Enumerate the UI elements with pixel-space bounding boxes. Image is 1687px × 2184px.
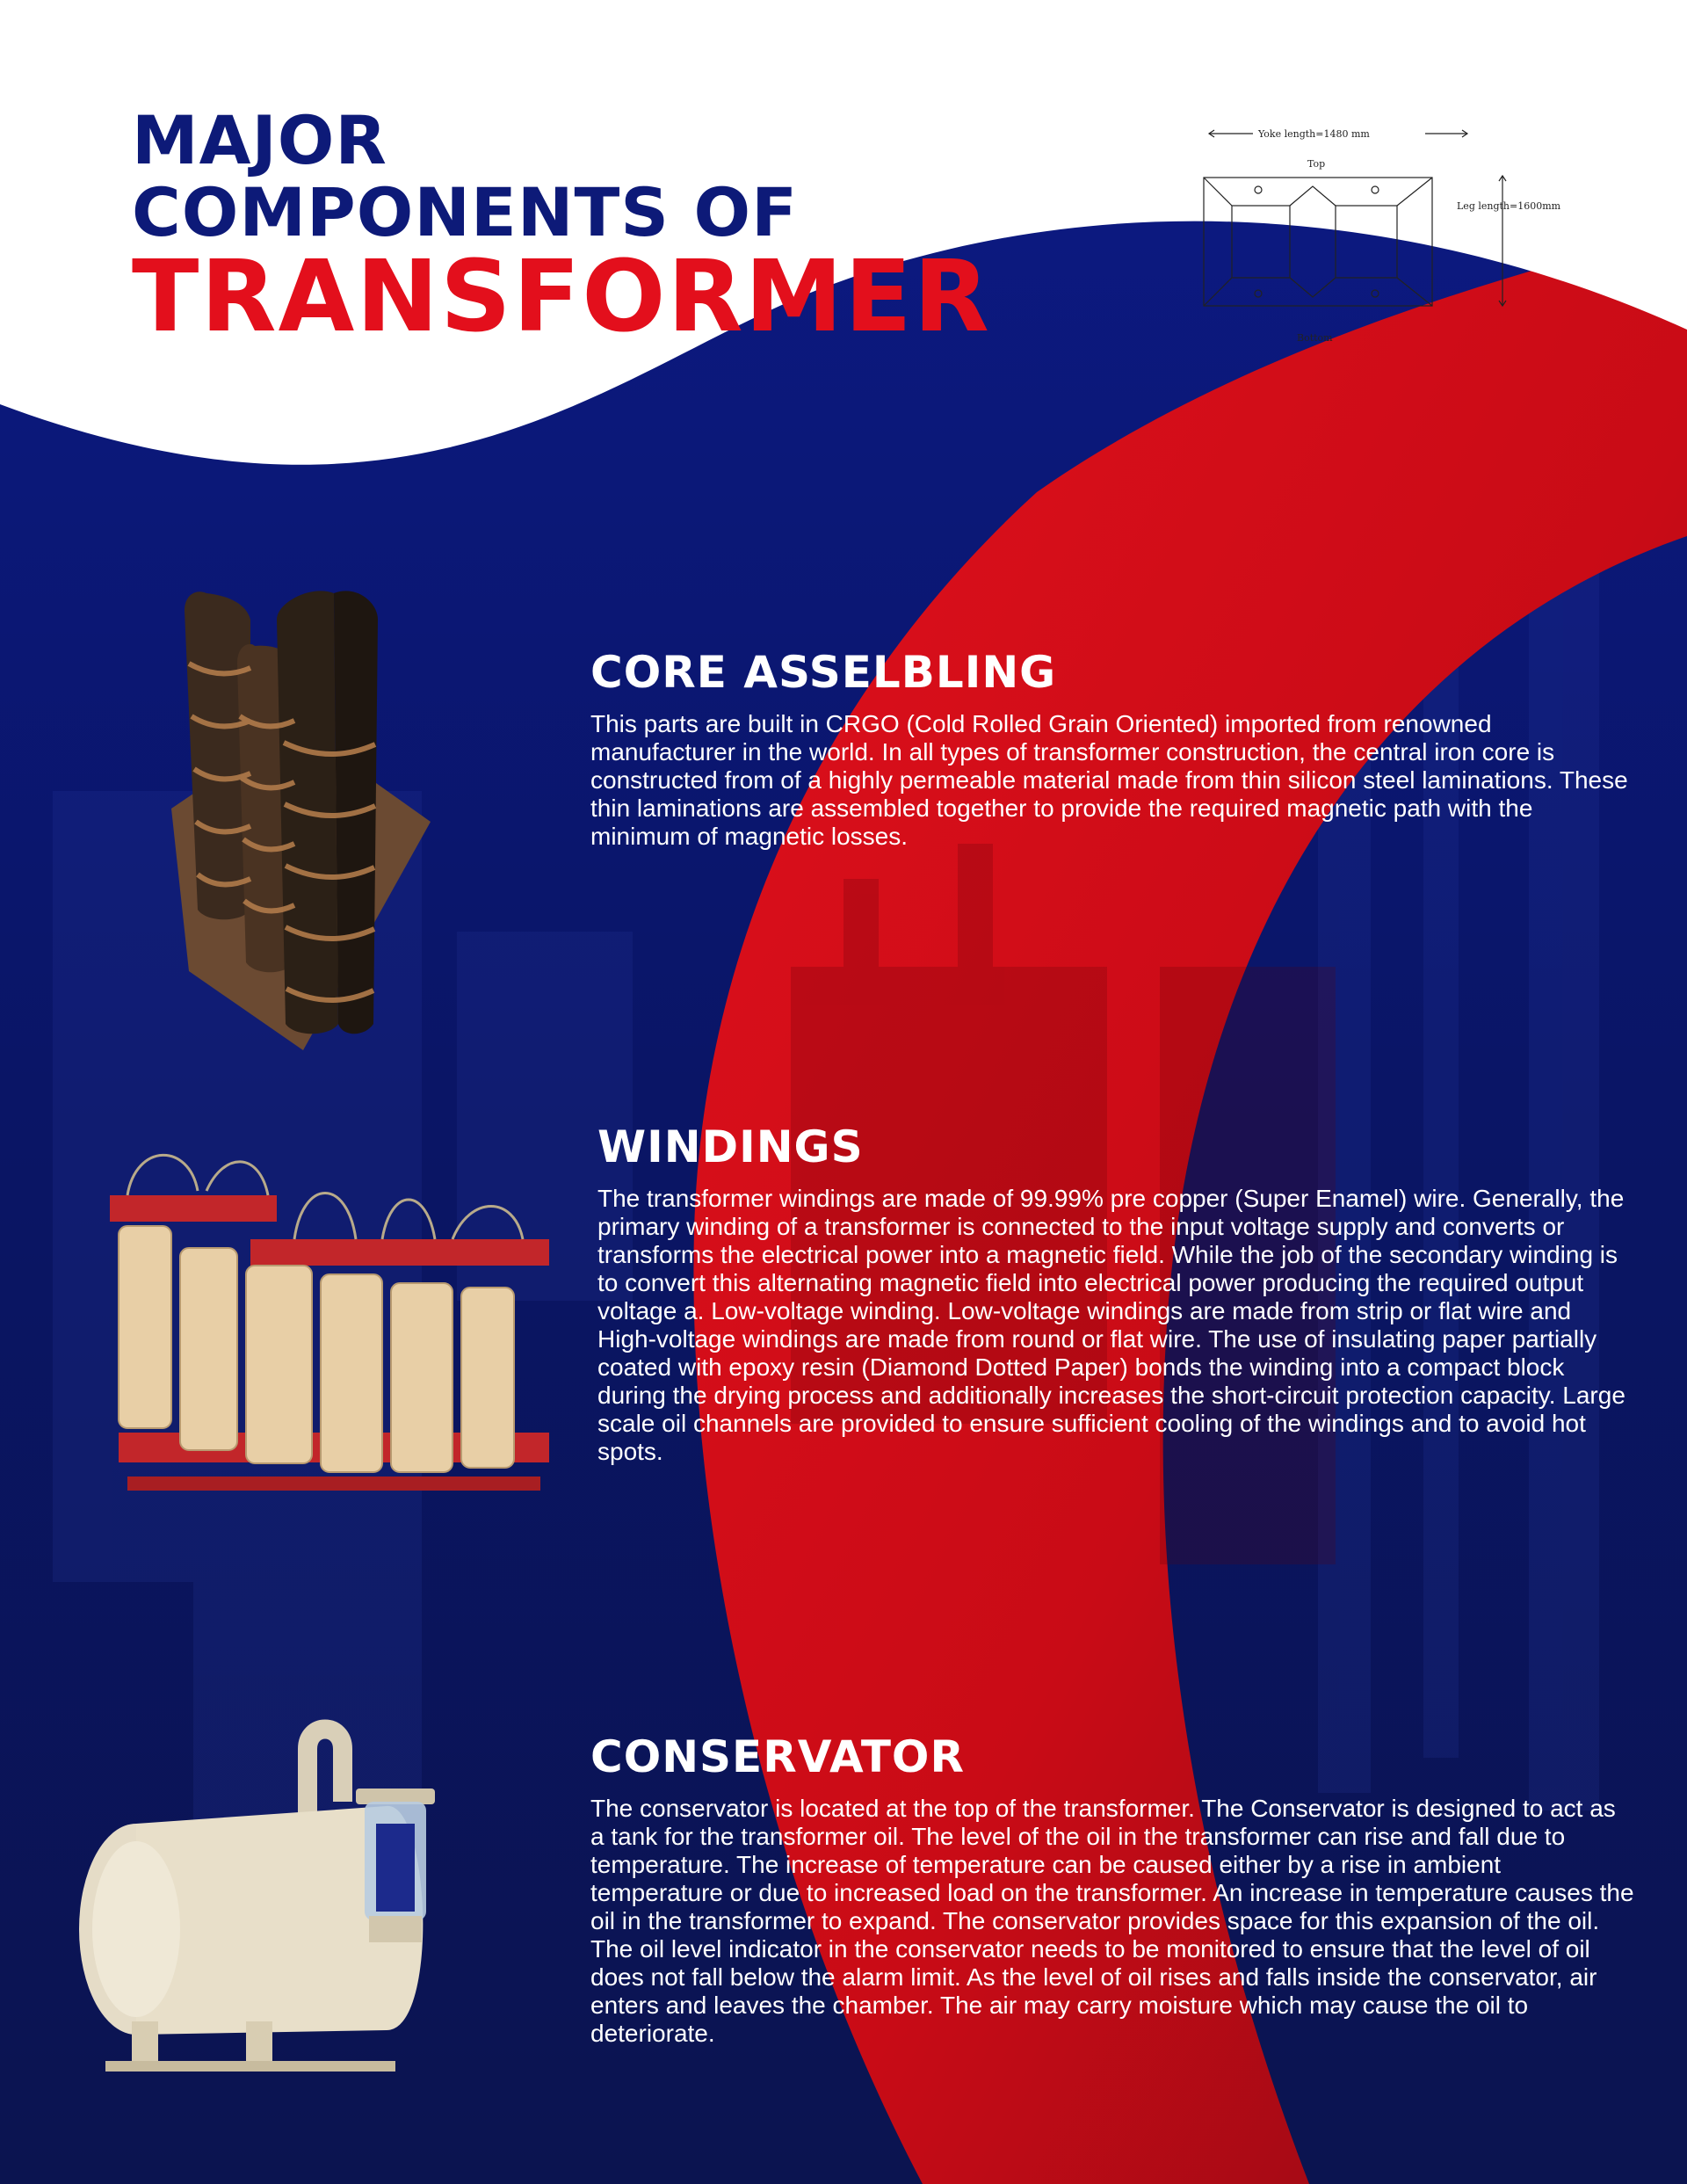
center-leg-miter: [1290, 186, 1336, 206]
core-window-left: [1232, 206, 1290, 278]
center-leg-miter: [1290, 278, 1336, 297]
tank-end-highlight: [92, 1841, 180, 2017]
conservator-photo: [70, 1714, 492, 2074]
bolt-hole: [1255, 290, 1262, 297]
section-conservator: [590, 1731, 1636, 2048]
breather-bottom: [369, 1916, 422, 1942]
frame-base: [127, 1477, 540, 1491]
silica-gel: [376, 1824, 415, 1912]
top-label: Top: [1307, 158, 1326, 170]
windings-photo: [101, 1143, 567, 1520]
conservator-heading: CONSERVATOR: [590, 1731, 965, 1782]
frame-top-right: [250, 1239, 549, 1266]
bottom-label: Bottom: [1297, 332, 1333, 344]
yoke-length-label: Yoke length=1480 mm: [1258, 128, 1370, 140]
bolt-hole: [1255, 186, 1262, 193]
title-line-3: TRANSFORMER: [132, 240, 991, 354]
windings-heading: WINDINGS: [597, 1121, 864, 1172]
core-heading: CORE ASSELBLING: [590, 647, 1057, 698]
core-outer-frame: [1204, 178, 1432, 306]
section-windings: [597, 1121, 1634, 1466]
corner-miter: [1204, 178, 1232, 206]
core-dimension-diagram: [1177, 123, 1590, 352]
core-window-right: [1336, 206, 1397, 278]
frame-top-left: [110, 1195, 277, 1222]
support-base: [105, 2061, 395, 2072]
corner-miter: [1204, 278, 1232, 306]
bolt-hole: [1372, 290, 1379, 297]
leg-length-label: Leg length=1600mm: [1457, 200, 1561, 212]
corner-miter: [1397, 178, 1432, 206]
core-body: This parts are built in CRGO (Cold Rolled Grain Oriented) imported from renowned manufacturer in the world. In all types of transformer construction, the central iron core is constructed from of a highly permeable material made from thin silicon steel laminations. These thin laminations are assembled together to provide the required magnetic path with the minimum of magnetic losses.: [590, 710, 1628, 850]
corner-miter: [1397, 278, 1432, 306]
core-assembly-photo: [163, 584, 435, 1050]
title-line-1: MAJOR: [132, 101, 387, 179]
section-core-assembling: [590, 647, 1636, 851]
windings-body: The transformer windings are made of 99.99% pre copper (Super Enamel) wire. Generally, the primary winding of a transformer is connected to the input voltage supply and converts or transforms the electrical power into a magnetic field. While the job of the secondary winding is to convert this alternating magnetic field into electrical power producing the required output voltage a. Low-voltage winding. Low-voltage windings are made from strip or flat wire and High-voltage windings are made from round or flat wire. The use of insulating paper partially coated with epoxy resin (Diamond Dotted Paper) bonds the winding into a compact block during the drying process and additionally increases the short-circuit protection capacity. Large scale oil channels are provided to ensure sufficient cooling of the windings and to avoid hot spots.: [597, 1185, 1625, 1465]
conservator-body: The conservator is located at the top of the transformer. The Conservator is designed to act as a tank for the transformer oil. The level of the oil in the transformer can rise and fall due to temperature. The increase of temperature can be caused either by a rise in ambient temperature or due to increased load on the transformer. An increase in temperature causes the oil in the transformer to expand. The conservator provides space for this expansion of the oil. The oil level indicator in the conservator needs to be monitored to ensure that the level of oil does not fall below the alarm limit. As the level of oil rises and falls inside the conservator, air enters and leaves the chamber. The air may carry moisture which may cause the oil to deteriorate.: [590, 1795, 1634, 2047]
bolt-hole: [1372, 186, 1379, 193]
title-line-2: COMPONENTS OF: [132, 173, 799, 251]
